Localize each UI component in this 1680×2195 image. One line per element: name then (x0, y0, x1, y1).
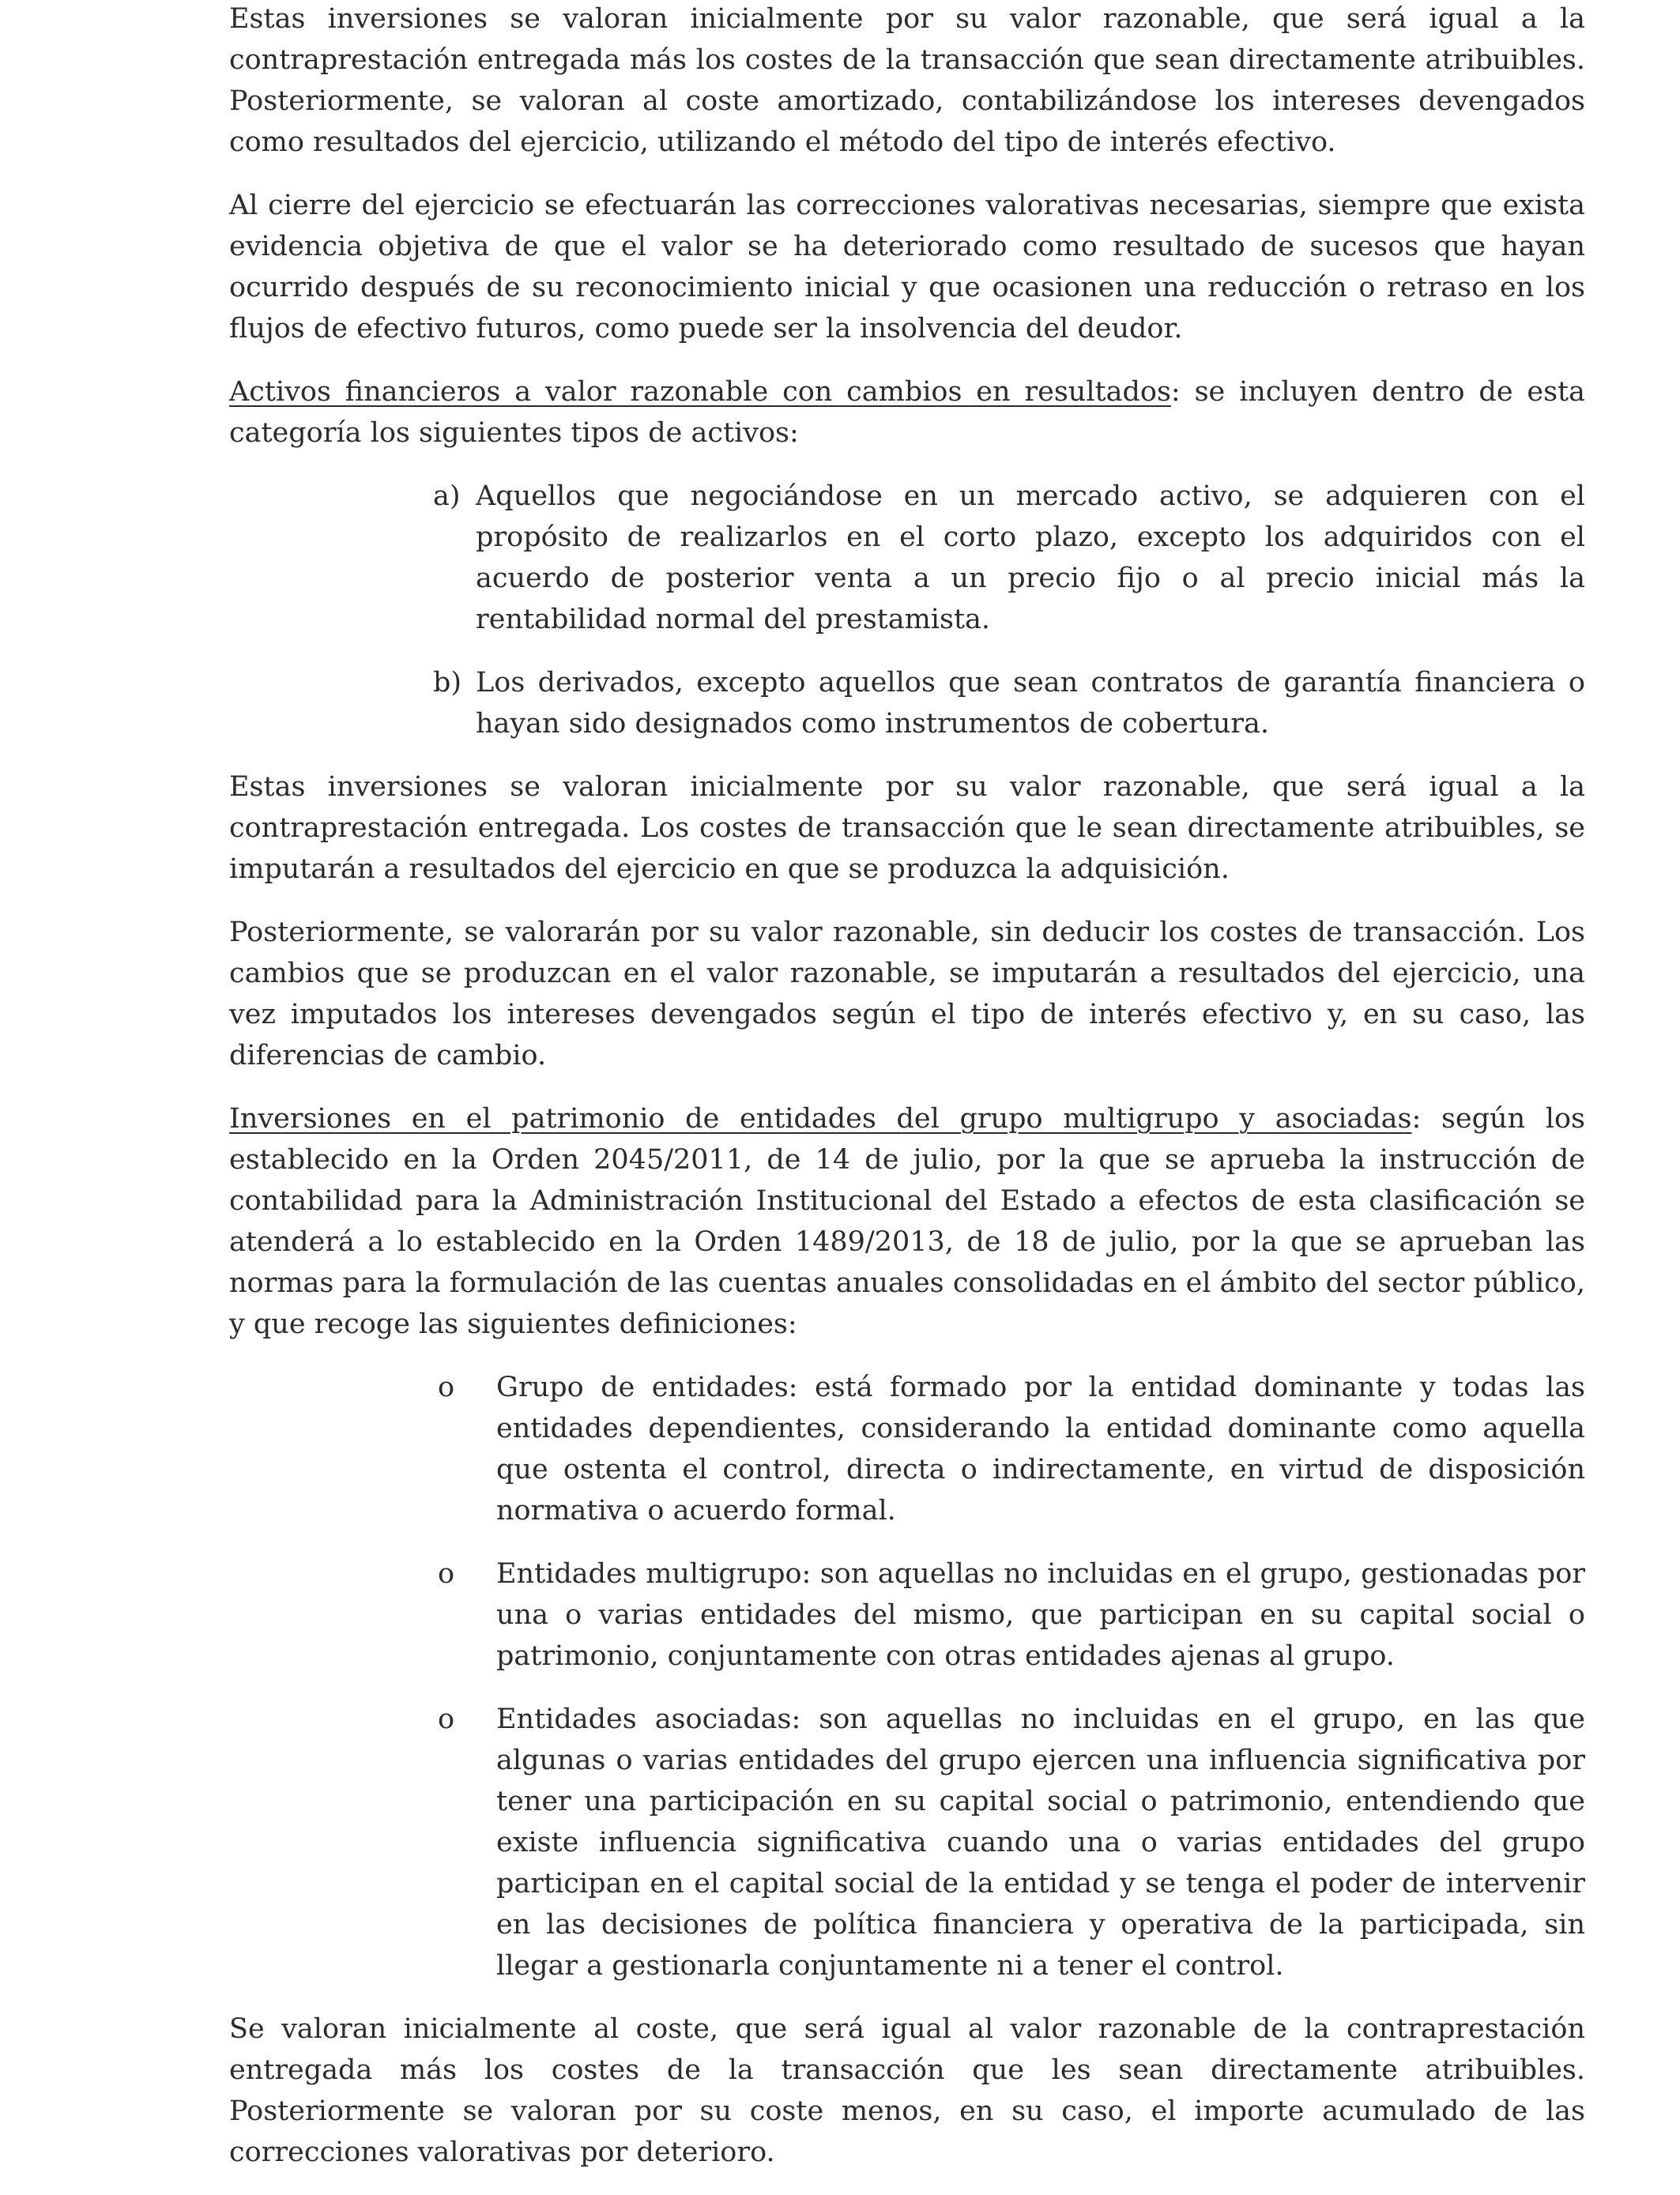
definitions-list (229, 1367, 1585, 1986)
list-item (229, 476, 1585, 640)
list-item (229, 1699, 1585, 1986)
paragraph-fair-value-assets (229, 371, 1585, 454)
list-item-text: Grupo de entidades: está formado por la entidad dominante y todas las entidades dependientes, considerando la entidad dominante como aquella que ostenta el control, directa o indirectamente, en virtud de disposición normativa o acuerdo formal. (496, 1372, 1585, 1527)
list-marker: a) (433, 480, 461, 512)
list-marker: b) (433, 667, 462, 698)
list-item-text: Entidades asociadas: son aquellas no incluidas en el grupo, en las que algunas o varias entidades del grupo ejercen una influencia significativa por tener una participación en su capital social o patrimonio, entendiendo que existe influencia significativa cuando una o varias entidades del grupo participan en el capital social de la entidad y se tenga el poder de intervenir en las decisiones de política financiera y operativa de la participada, sin llegar a gestionarla conjuntamente ni a tener el control. (496, 1704, 1585, 1982)
list-item-text: Aquellos que negociándose en un mercado activo, se adquieren con el propósito de realizarlos en el corto plazo, excepto los adquiridos con el acuerdo de posterior venta a un precio fijo o al precio inicial más la rentabilidad normal del prestamista. (476, 480, 1585, 635)
list-marker: o (438, 1704, 455, 1735)
list-item-text: Los derivados, excepto aquellos que sean contratos de garantía financiera o hayan sido designados como instrumentos de cobertura. (476, 667, 1585, 740)
paragraph-cost-valuation: Se valoran inicialmente al coste, que será igual al valor razonable de la contraprestación entregada más los costes de la transacción que les sean directamente atribuibles. Posteriormente se valoran por su coste menos, en su caso, el importe acumulado de las correcciones valorativas por deterioro. (229, 2013, 1585, 2168)
list-item (229, 1553, 1585, 1677)
paragraph-group-investments (229, 1098, 1585, 1345)
section-body-text: : según los establecido en la Orden 2045/2011, de 14 de julio, por la que se aprueba la instrucción de contabilidad para la Administración Institucional del Estado a efectos de esta clasificación se atenderá a lo establecido en la Orden 1489/2013, de 18 de julio, por la que se aprueban las normas para la formulación de las cuentas anuales consolidadas en el ámbito del sector público, y que recoge las siguientes definiciones: (229, 1103, 1586, 1340)
paragraph-subsequent-fair-value: Posteriormente, se valorarán por su valor razonable, sin deducir los costes de transacción. Los cambios que se produzcan en el valor razonable, se imputarán a resultados del ejercicio, una vez imputados los intereses devengados según el tipo de interés efectivo y, en su caso, las diferencias de cambio. (229, 917, 1585, 1071)
section-heading-fair-value-assets: Activos financieros a valor razonable con cambios en resultados (229, 376, 1171, 408)
paragraph-impairment: Al cierre del ejercicio se efectuarán las correcciones valorativas necesarias, siempre que exista evidencia objetiva de que el valor se ha deteriorado como resultado de sucesos que hayan ocurrido después de su reconocimiento inicial y que ocasionen una reducción o retraso en los flujos de efectivo futuros, como puede ser la insolvencia del deudor. (229, 190, 1585, 344)
list-marker: o (438, 1372, 455, 1403)
asset-types-list (229, 476, 1585, 744)
paragraph-initial-fair-value: Estas inversiones se valoran inicialmente por su valor razonable, que será igual a la contraprestación entregada. Los costes de transacción que le sean directamente atribuibles, se imputarán a resultados del ejercicio en que se produzca la adquisición. (229, 771, 1585, 885)
list-item-text: Entidades multigrupo: son aquellas no incluidas en el grupo, gestionadas por una o varias entidades del mismo, que participan en su capital social o patrimonio, conjuntamente con otras entidades ajenas al grupo. (496, 1558, 1585, 1672)
paragraph-valuation-amortized-cost: Estas inversiones se valoran inicialmente por su valor razonable, que será igual a la contraprestación entregada más los costes de la transacción que sean directamente atribuibles. Posteriormente, se valoran al coste amortizado, contabilizándose los intereses devengados como resultados del ejercicio, utilizando el método del tipo de interés efectivo. (229, 3, 1585, 158)
list-item (229, 662, 1585, 744)
document-page (229, 0, 1585, 2195)
section-intro-text: : se incluyen dentro de esta categoría los siguientes tipos de activos: (229, 376, 1585, 449)
list-marker: o (438, 1558, 455, 1590)
section-heading-group-investments: Inversiones en el patrimonio de entidades del grupo multigrupo y asociadas (229, 1103, 1412, 1135)
list-item (229, 1367, 1585, 1531)
